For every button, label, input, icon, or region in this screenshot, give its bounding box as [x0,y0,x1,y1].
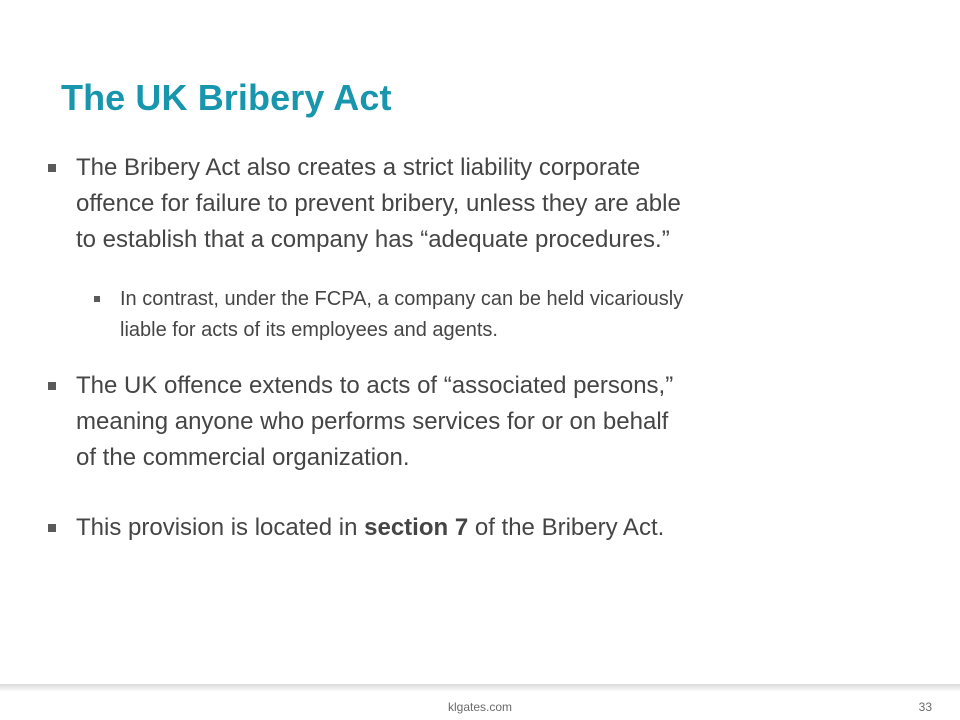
bullet-text-lead: This provision is located in [76,514,365,541]
sub-bullet-text: In contrast, under the FCPA, a company can be held vicariously liable for acts of its employees and agents. [120,288,684,341]
footer-website: klgates.com [447,700,513,714]
bullet-text: The UK offence extends to acts of “associated persons,” meaning anyone who performs services for or on behalf of the commercial organization. [76,372,674,471]
bullet-text [76,510,916,546]
slide-title: The UK Bribery Act [61,77,392,118]
section-reference: section 7 [364,514,469,541]
bullet-text: The Bribery Act also creates a strict liability corporate offence for failure to prevent bribery, unless they are able to establish that a company has “adequate procedures.” [76,154,681,253]
bullet-text-tail: of the Bribery Act. [468,514,665,541]
page-number: 33 [918,700,932,714]
square-bullet-icon [48,524,56,532]
square-bullet-icon [94,296,100,302]
square-bullet-icon [48,164,56,172]
square-bullet-icon [48,382,56,390]
